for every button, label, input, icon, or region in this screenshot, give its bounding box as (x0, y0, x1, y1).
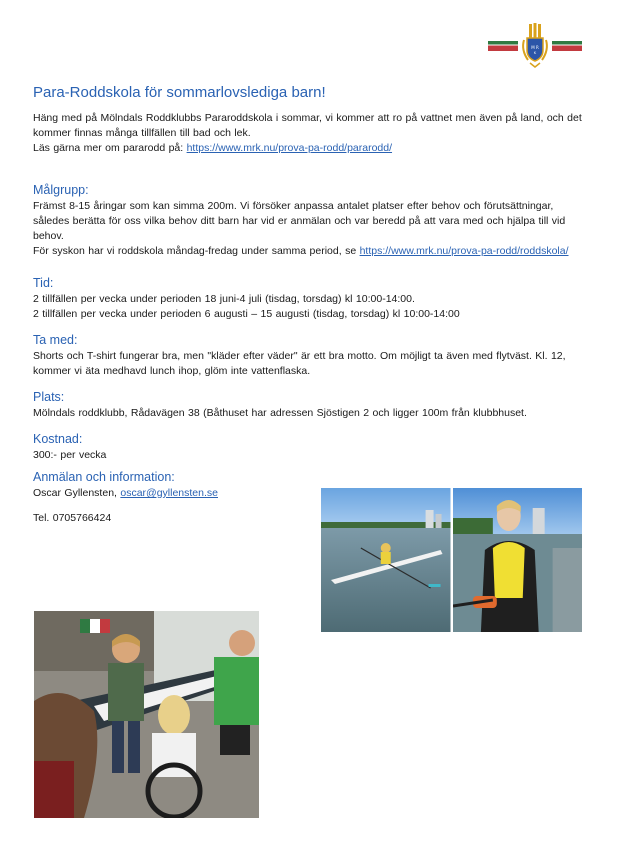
club-crest-icon (518, 22, 552, 68)
flag-stripe-left (488, 41, 518, 51)
sibling-prefix: För syskon har vi roddskola måndag-fredag under samma period, se (33, 245, 360, 257)
roddskola-link[interactable]: https://www.mrk.nu/prova-pa-rodd/roddskola/ (359, 245, 569, 257)
bring-text: Shorts och T-shirt fungerar bra, men "kläder efter väder" är ett bra motto. Om möjligt ta även med flytväst. Kl. 12, kommer vi äta medhavd lunch ihop, glöm inte vattenflaska. (33, 350, 566, 377)
cost-heading: Kostnad: (33, 432, 83, 446)
read-more-line (33, 141, 588, 156)
contact-heading: Anmälan och information: (33, 470, 175, 484)
place-section (33, 389, 588, 421)
time-line-1: 2 tillfällen per vecka under perioden 18 juni-4 juli (tisdag, torsdag) kl 10:00-14:00. (33, 293, 415, 305)
intro-text: Häng med på Mölndals Roddklubbs Pararoddskola i sommar, vi kommer att ro på vattnet men även på land, och det kommer finnas många tillfällen till bad och lek. (33, 112, 582, 139)
page-title: Para-Roddskola för sommarlovslediga barn! (33, 84, 326, 101)
cost-section (33, 431, 588, 463)
time-line-2: 2 tillfällen per vecka under perioden 6 augusti – 15 augusti (tisdag, torsdag) kl 10:00-14:00 (33, 308, 460, 320)
flag-stripe-right (552, 41, 582, 51)
place-text: Mölndals roddklubb, Rådavägen 38 (Båthuset har adressen Sjöstigen 2 och ligger 100m från klubbhuset. (33, 407, 527, 419)
cost-text: 300:- per vecka (33, 449, 107, 461)
read-more-prefix: Läs gärna mer om pararodd på: (33, 142, 187, 154)
club-logo (488, 22, 582, 68)
svg-text:M R: M R (531, 45, 539, 50)
rowing-photo-left (321, 488, 451, 632)
pararodd-link[interactable]: https://www.mrk.nu/prova-pa-rodd/pararodd/ (186, 142, 393, 154)
kids-at-boat-photo (34, 611, 259, 818)
document-content (33, 83, 588, 536)
target-group-heading: Målgrupp: (33, 183, 89, 197)
rowing-photo-right (453, 488, 583, 632)
target-group-section (33, 182, 588, 259)
contact-email-link[interactable]: oscar@gyllensten.se (120, 487, 218, 499)
bring-heading: Ta med: (33, 333, 78, 347)
contact-name: Oscar Gyllensten, (33, 487, 121, 499)
sibling-info (33, 244, 588, 259)
time-heading: Tid: (33, 276, 54, 290)
bring-section (33, 332, 588, 379)
rowing-photo (321, 488, 582, 632)
time-section (33, 275, 588, 322)
target-group-text: Främst 8-15 åringar som kan simma 200m. Vi försöker anpassa antalet platser efter behov och förutsättningar, således berätta för oss vilka behov ditt barn har vid er anmälan och var beredd på att vara med och hjälpa till vid behov. (33, 200, 566, 242)
contact-phone: Tel. 0705766424 (33, 512, 112, 524)
svg-text:K: K (533, 51, 537, 55)
place-heading: Plats: (33, 390, 65, 404)
